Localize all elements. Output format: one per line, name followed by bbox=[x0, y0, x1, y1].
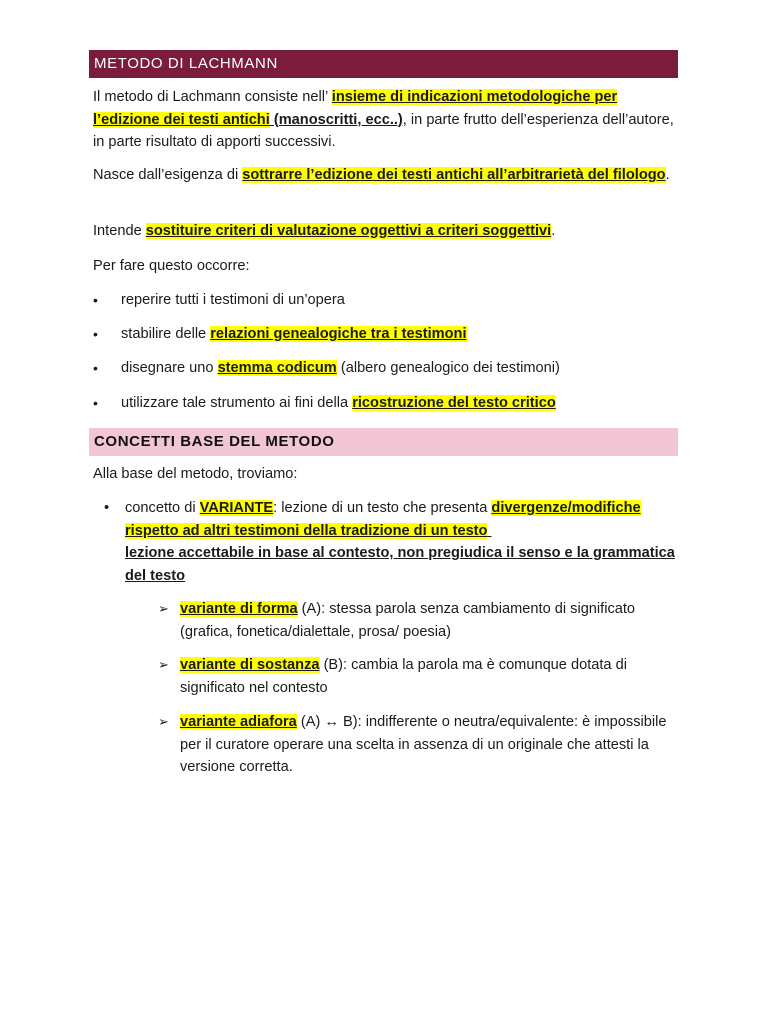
highlight: variante di forma bbox=[180, 601, 298, 617]
highlight: ricostruzione del testo critico bbox=[352, 395, 556, 411]
bullet-icon: • bbox=[93, 326, 98, 342]
bold-underline: (manoscritti, ecc..) bbox=[269, 111, 403, 128]
text: (albero genealogico dei testimoni) bbox=[336, 360, 560, 376]
highlight: variante di sostanza bbox=[180, 657, 320, 673]
highlight: sostituire criteri di valutazione oggettivi a criteri soggettivi bbox=[145, 223, 552, 239]
highlight: relazioni genealogiche tra i testimoni bbox=[210, 326, 467, 342]
highlight: stemma codicum bbox=[217, 360, 337, 376]
paragraph-definition bbox=[93, 86, 676, 154]
paragraph-requirements: Per fare questo occorre: bbox=[93, 258, 250, 274]
bullet-icon: • bbox=[93, 360, 98, 376]
text: , in parte frutto dell’esperienza dell’autore, in parte risultato di apporti successivi. bbox=[93, 111, 674, 150]
bullet-icon: • bbox=[93, 395, 98, 411]
bullet-icon: • bbox=[104, 500, 110, 516]
section-heading-metodo: METODO DI LACHMANN bbox=[89, 50, 678, 78]
arrow-bullet-icon: ➢ bbox=[158, 657, 169, 672]
highlight: divergenze/modifiche rispetto ad altri testimoni della tradizione di un testo bbox=[125, 500, 641, 539]
text: utilizzare tale strumento ai fini della bbox=[121, 395, 353, 411]
underline-gap bbox=[487, 520, 665, 543]
text: (A) ↔ B): indifferente o neutra/equivalente: è impossibile per il curatore operare una scelta in assenza di un originale che attesti la versione corretta. bbox=[180, 714, 667, 775]
bold-underline: lezione accettabile in base al contesto, non pregiudica il senso e la grammatica del testo bbox=[125, 545, 675, 584]
text: Nasce dall’esigenza di bbox=[93, 167, 243, 183]
text: (B): cambia la parola ma è comunque dotata di significato nel contesto bbox=[180, 657, 627, 696]
text: . bbox=[665, 167, 670, 183]
text: Il metodo di Lachmann consiste nell’ bbox=[93, 89, 332, 105]
highlight: insieme di indicazioni metodologiche per l’edizione dei testi antichi bbox=[93, 89, 618, 128]
text: . bbox=[551, 223, 556, 239]
bullet-icon: • bbox=[93, 292, 98, 308]
text: Intende bbox=[93, 223, 146, 239]
text: stabilire delle bbox=[121, 326, 211, 342]
text: reperire tutti i testimoni di un’opera bbox=[121, 292, 345, 308]
highlight: VARIANTE bbox=[199, 500, 274, 516]
section-heading-concetti: CONCETTI BASE DEL METODO bbox=[89, 428, 678, 456]
text: concetto di bbox=[125, 500, 200, 516]
highlight: sottrarre l’edizione dei testi antichi all’arbitrarietà del filologo bbox=[242, 167, 666, 183]
text: : lezione di un testo che presenta bbox=[273, 500, 492, 516]
text: (A): stessa parola senza cambiamento di significato (grafica, fonetica/dialettale, prosa/ poesia) bbox=[180, 601, 636, 640]
paragraph-intro: Alla base del metodo, troviamo: bbox=[93, 466, 298, 482]
arrow-bullet-icon: ➢ bbox=[158, 714, 169, 729]
arrow-bullet-icon: ➢ bbox=[158, 601, 169, 616]
paragraph-origin bbox=[93, 164, 676, 187]
text: disegnare uno bbox=[121, 360, 218, 376]
highlight: variante adiafora bbox=[180, 714, 297, 730]
paragraph-intent bbox=[93, 220, 676, 243]
